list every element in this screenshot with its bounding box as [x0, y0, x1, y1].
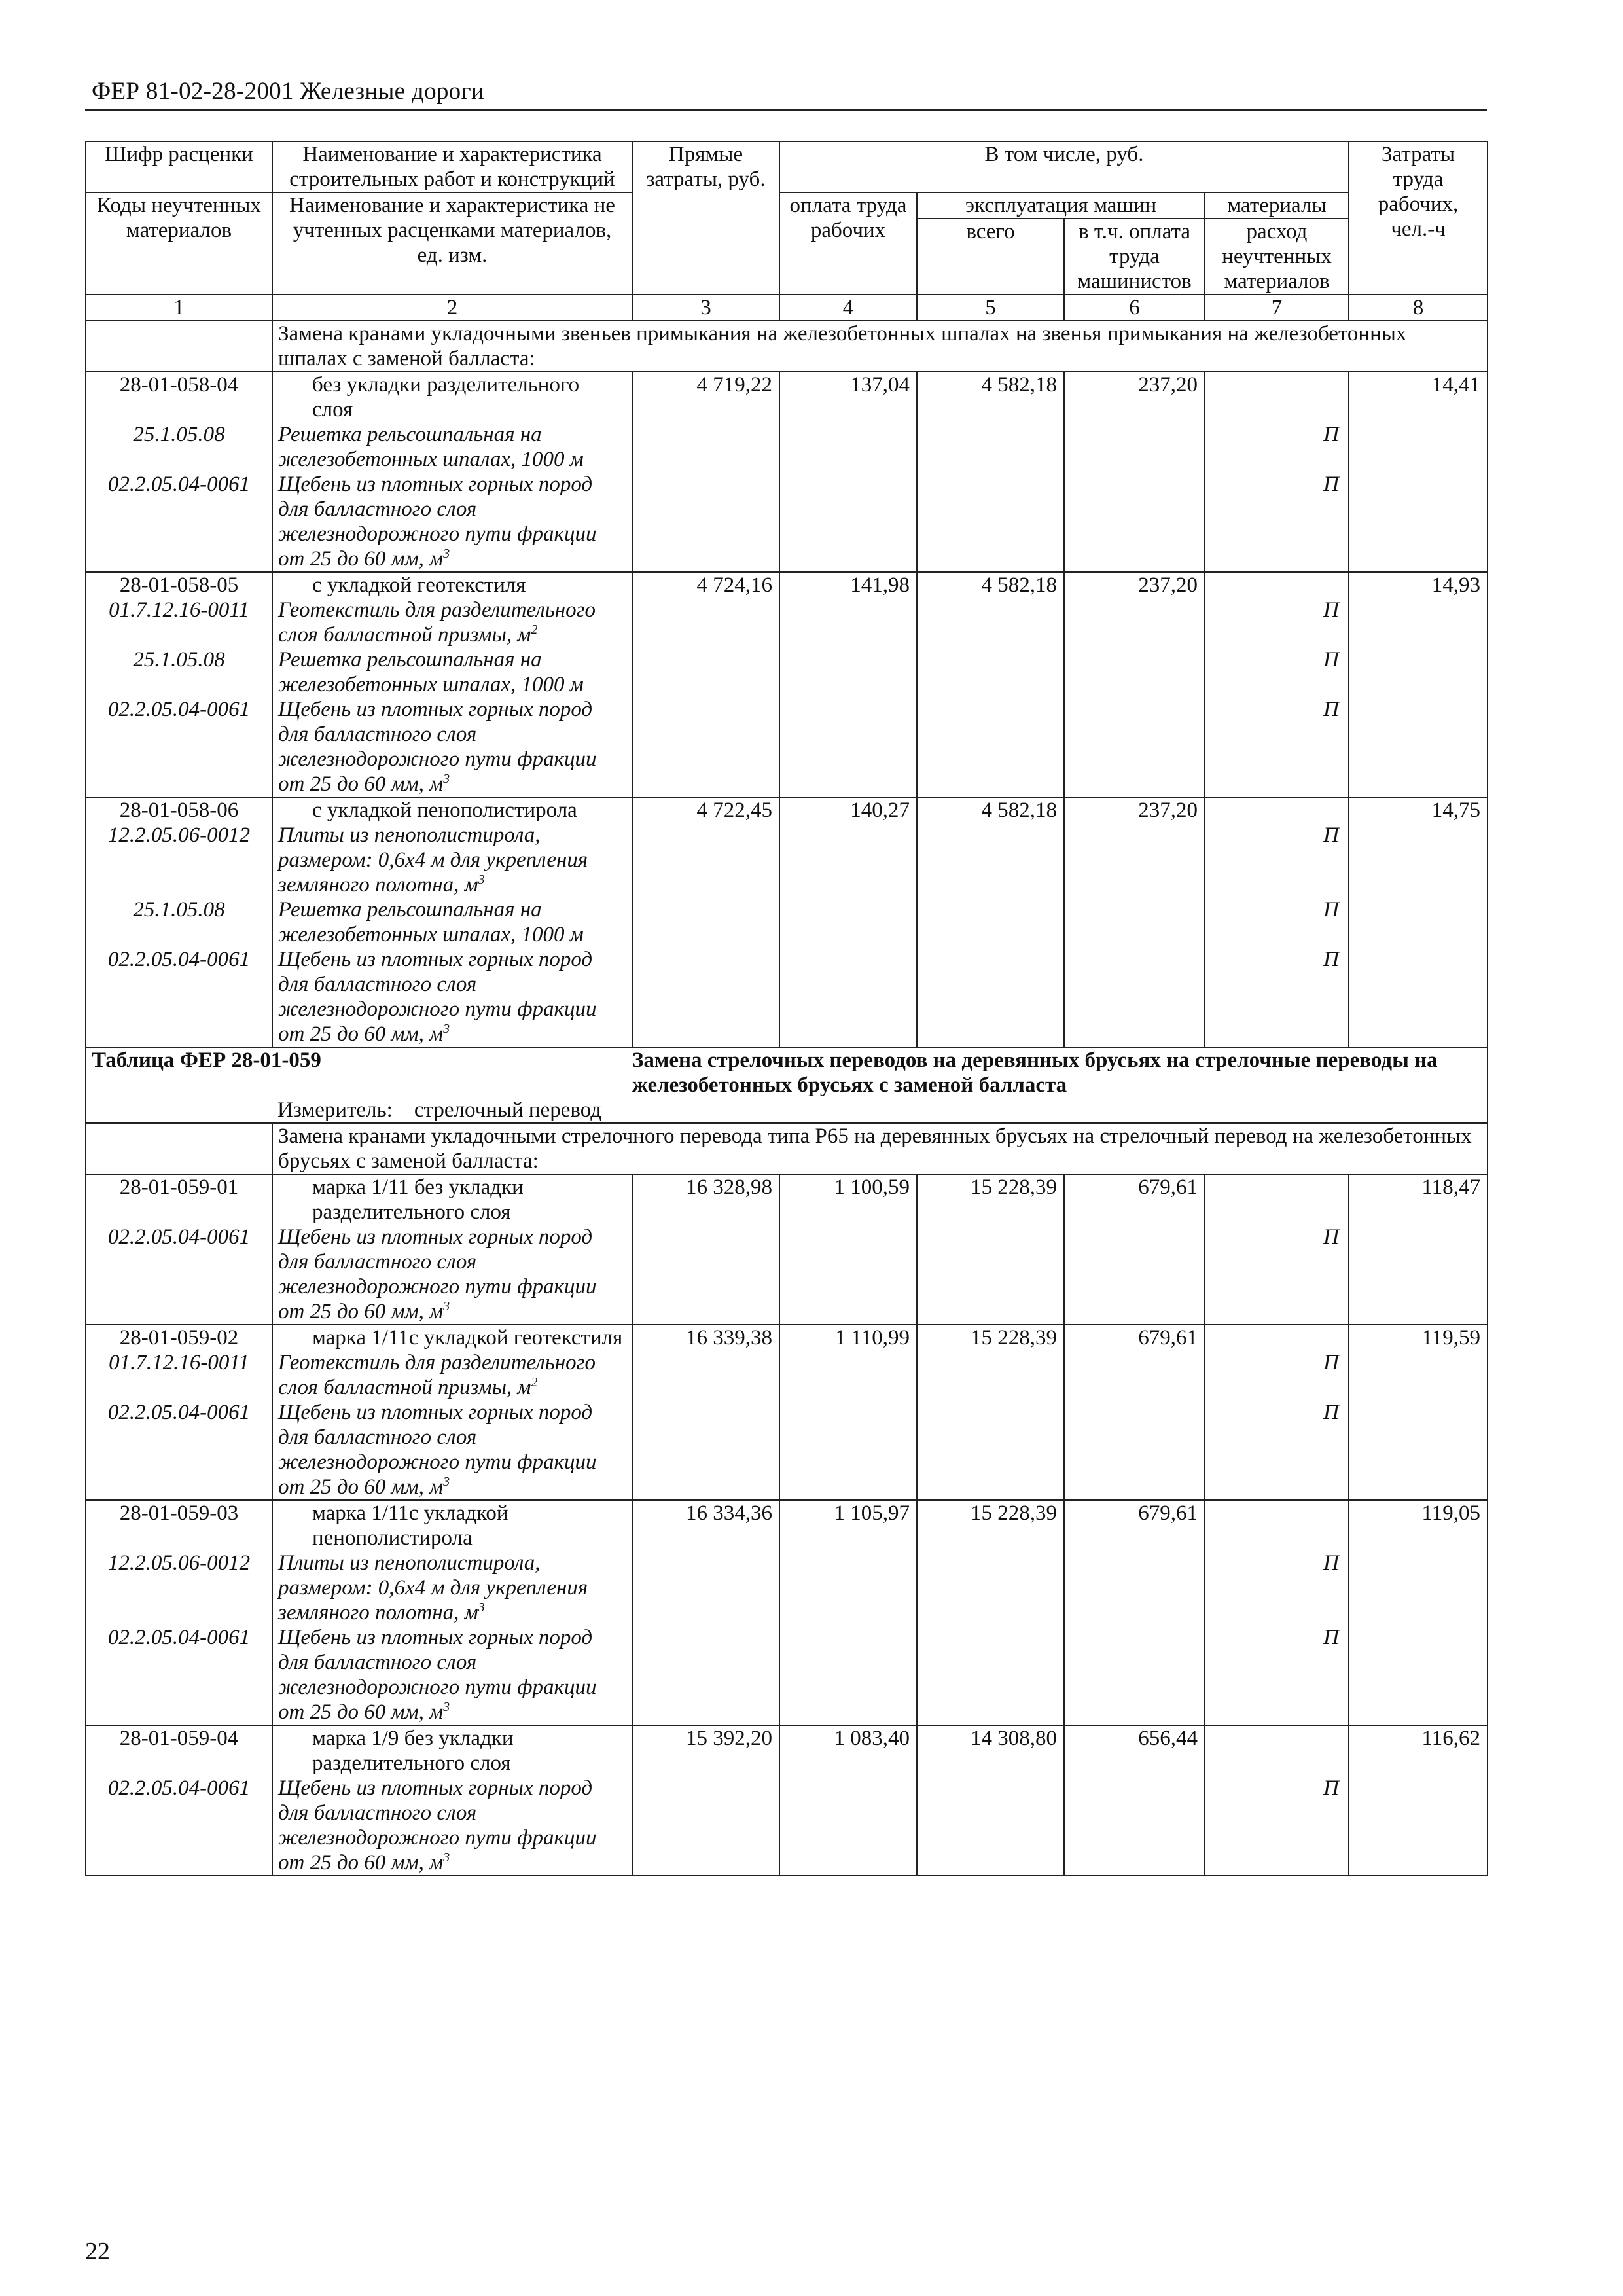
machinist-labor-cost: 679,61 — [1064, 1500, 1205, 1551]
material-flag: П — [1205, 1225, 1349, 1325]
empty-cell — [779, 897, 917, 947]
direct-cost: 16 328,98 — [632, 1174, 779, 1225]
material-row — [86, 897, 1488, 947]
empty-cell — [1064, 1400, 1205, 1500]
material-flag: П — [1205, 697, 1349, 797]
material-row — [86, 1225, 1488, 1325]
hdr-mach-labor: в т.ч. оплата труда машинистов — [1064, 219, 1205, 295]
empty-cell — [779, 1625, 917, 1725]
hdr-col2-bottom: Наименование и характеристика не учтенных расценками материалов, ед. изм. — [272, 192, 632, 295]
material-name: Решетка рельсошпальная на железобетонных шпалах, 1000 м — [272, 422, 632, 472]
empty-cell — [1064, 422, 1205, 472]
header-row-2 — [86, 192, 1488, 219]
empty-cell — [1064, 697, 1205, 797]
rate-name: марка 1/11с укладкой пенополистирола — [272, 1500, 632, 1551]
material-row — [86, 598, 1488, 647]
col-num: 8 — [1349, 295, 1488, 321]
material-code: 02.2.05.04-0061 — [86, 472, 272, 572]
material-code: 02.2.05.04-0061 — [86, 947, 272, 1047]
labor-cost: 1 110,99 — [779, 1325, 917, 1350]
direct-cost: 4 719,22 — [632, 372, 779, 422]
labor-hours: 119,05 — [1349, 1500, 1488, 1551]
rate-row — [86, 372, 1488, 422]
machine-cost: 4 582,18 — [917, 797, 1064, 823]
empty-cell — [1349, 823, 1488, 897]
empty-cell — [917, 1776, 1064, 1876]
rate-row — [86, 1725, 1488, 1776]
direct-cost: 15 392,20 — [632, 1725, 779, 1776]
rate-row — [86, 1174, 1488, 1225]
material-flag: П — [1205, 647, 1349, 697]
machinist-labor-cost: 237,20 — [1064, 372, 1205, 422]
rate-code: 28-01-058-05 — [86, 572, 272, 598]
empty-cell — [1349, 598, 1488, 647]
empty-cell — [632, 472, 779, 572]
rate-name: с укладкой геотекстиля — [272, 572, 632, 598]
unit-superscript: 3 — [478, 872, 485, 887]
material-row — [86, 647, 1488, 697]
empty-cell — [917, 697, 1064, 797]
empty-cell — [917, 1625, 1064, 1725]
material-name: Геотекстиль для разделительного слоя балластной призмы, $м^2$ — [272, 1350, 632, 1400]
empty-cell — [779, 823, 917, 897]
running-head: ФЕР 81-02-28-2001 Железные дороги — [92, 78, 485, 105]
material-row — [86, 1551, 1488, 1625]
labor-cost: 137,04 — [779, 372, 917, 422]
empty-cell — [632, 897, 779, 947]
material-name: Щебень из плотных горных пород для балластного слоя железнодорожного пути фракции от 25 до 60 мм, $м^3$ — [272, 1776, 632, 1876]
empty-cell — [1349, 647, 1488, 697]
empty-cell — [917, 947, 1064, 1047]
empty-cell — [779, 422, 917, 472]
hdr-labor: оплата труда рабочих — [779, 192, 917, 295]
header-row-1 — [86, 141, 1488, 192]
material-row — [86, 1400, 1488, 1500]
col-num: 4 — [779, 295, 917, 321]
material-flag: П — [1205, 1551, 1349, 1625]
price-table-body — [86, 141, 1488, 1876]
unit-superscript: 3 — [443, 1299, 450, 1314]
material-usage — [1205, 372, 1349, 422]
empty-cell — [632, 697, 779, 797]
material-flag: П — [1205, 1776, 1349, 1876]
material-code: 12.2.05.06-0012 — [86, 823, 272, 897]
empty-cell — [632, 1350, 779, 1400]
hdr-machines: эксплуатация машин — [917, 192, 1205, 219]
meter-value: стрелочный перевод — [414, 1098, 602, 1122]
group-text: Замена кранами укладочными звеньев примыкания на железобетонных шпалах на звенья примыкания на железобетонных шпалах с заменой балласта: — [272, 321, 1488, 372]
machine-cost: 15 228,39 — [917, 1325, 1064, 1350]
machinist-labor-cost: 237,20 — [1064, 797, 1205, 823]
empty-cell — [917, 1225, 1064, 1325]
meter — [272, 1098, 1488, 1123]
material-code: 01.7.12.16-0011 — [86, 598, 272, 647]
unit-superscript: 3 — [443, 772, 450, 786]
unit-superscript: 2 — [531, 622, 538, 637]
labor-hours: 116,62 — [1349, 1725, 1488, 1776]
empty-cell — [632, 598, 779, 647]
empty-cell — [1349, 472, 1488, 572]
direct-cost: 4 724,16 — [632, 572, 779, 598]
empty-cell — [779, 472, 917, 572]
empty-cell — [632, 422, 779, 472]
labor-hours: 14,41 — [1349, 372, 1488, 422]
machinist-labor-cost: 679,61 — [1064, 1174, 1205, 1225]
rate-code: 28-01-059-01 — [86, 1174, 272, 1225]
material-code: 02.2.05.04-0061 — [86, 1225, 272, 1325]
empty-cell — [632, 1625, 779, 1725]
material-flag: П — [1205, 823, 1349, 897]
material-code: 01.7.12.16-0011 — [86, 1350, 272, 1400]
hdr-col1-top: Шифр расценки — [86, 141, 272, 192]
hdr-hours: Затраты труда рабочих, чел.-ч — [1349, 141, 1488, 295]
empty-cell — [917, 1400, 1064, 1500]
hdr-col1-bottom: Коды неучтенных материалов — [86, 192, 272, 295]
material-row — [86, 823, 1488, 897]
col-num: 2 — [272, 295, 632, 321]
empty-cell — [1349, 1625, 1488, 1725]
material-code: 25.1.05.08 — [86, 422, 272, 472]
header-rule — [85, 109, 1487, 111]
rate-row — [86, 572, 1488, 598]
unit-superscript: 3 — [478, 1600, 485, 1615]
col-num: 7 — [1205, 295, 1349, 321]
material-name: Плиты из пенополистирола, размером: 0,6х4 м для укрепления земляного полотна, $м^3$ — [272, 1551, 632, 1625]
material-name: Щебень из плотных горных пород для балластного слоя железнодорожного пути фракции от 25 до 60 мм, $м^3$ — [272, 472, 632, 572]
material-flag: П — [1205, 422, 1349, 472]
material-name: Щебень из плотных горных пород для балластного слоя железнодорожного пути фракции от 25 до 60 мм, $м^3$ — [272, 1400, 632, 1500]
empty-cell — [86, 1098, 272, 1123]
machine-cost: 15 228,39 — [917, 1174, 1064, 1225]
empty-cell — [779, 1400, 917, 1500]
empty-cell — [917, 823, 1064, 897]
material-row — [86, 697, 1488, 797]
empty-cell — [1064, 947, 1205, 1047]
empty-cell — [632, 1225, 779, 1325]
empty-cell — [779, 697, 917, 797]
empty-cell — [779, 1551, 917, 1625]
hdr-mat-usage: расход неучтенных материалов — [1205, 219, 1349, 295]
empty-cell — [779, 598, 917, 647]
rate-name: без укладки разделительного слоя — [272, 372, 632, 422]
empty-cell — [632, 1400, 779, 1500]
material-name: Щебень из плотных горных пород для балластного слоя железнодорожного пути фракции от 25 до 60 мм, $м^3$ — [272, 1225, 632, 1325]
group-code-cell — [86, 1123, 272, 1174]
group-row-059 — [86, 1123, 1488, 1174]
empty-cell — [1349, 1776, 1488, 1876]
unit-superscript: 2 — [531, 1375, 538, 1390]
hdr-materials: материалы — [1205, 192, 1349, 219]
material-flag: П — [1205, 897, 1349, 947]
col-num: 3 — [632, 295, 779, 321]
machine-cost: 14 308,80 — [917, 1725, 1064, 1776]
material-code: 02.2.05.04-0061 — [86, 697, 272, 797]
material-usage — [1205, 572, 1349, 598]
material-code: 02.2.05.04-0061 — [86, 1776, 272, 1876]
empty-cell — [1064, 647, 1205, 697]
machinist-labor-cost: 679,61 — [1064, 1325, 1205, 1350]
meter-label: Измеритель: — [277, 1098, 393, 1122]
material-name: Щебень из плотных горных пород для балластного слоя железнодорожного пути фракции от 25 до 60 мм, $м^3$ — [272, 697, 632, 797]
empty-cell — [632, 823, 779, 897]
labor-cost: 1 105,97 — [779, 1500, 917, 1551]
rate-name: с укладкой пенополистирола — [272, 797, 632, 823]
labor-cost: 140,27 — [779, 797, 917, 823]
empty-cell — [1064, 1625, 1205, 1725]
rate-code: 28-01-059-02 — [86, 1325, 272, 1350]
empty-cell — [632, 1551, 779, 1625]
hdr-direct: Прямые затраты, руб. — [632, 141, 779, 295]
material-row — [86, 422, 1488, 472]
group-text: Замена кранами укладочными стрелочного перевода типа Р65 на деревянных брусьях на стрелочный перевод на железобетонных брусьях с заменой балласта: — [272, 1123, 1488, 1174]
rate-row — [86, 797, 1488, 823]
material-usage — [1205, 1500, 1349, 1551]
hdr-mach-total: всего — [917, 219, 1064, 295]
machinist-labor-cost: 237,20 — [1064, 572, 1205, 598]
table-label: Таблица ФЕР 28-01-059 — [86, 1047, 632, 1098]
col-num: 6 — [1064, 295, 1205, 321]
unit-superscript: 3 — [443, 1700, 450, 1714]
group-row-058 — [86, 321, 1488, 372]
empty-cell — [1064, 823, 1205, 897]
machinist-labor-cost: 656,44 — [1064, 1725, 1205, 1776]
material-usage — [1205, 1325, 1349, 1350]
machine-cost: 4 582,18 — [917, 572, 1064, 598]
rate-code: 28-01-059-03 — [86, 1500, 272, 1551]
empty-cell — [1064, 598, 1205, 647]
labor-hours: 14,75 — [1349, 797, 1488, 823]
direct-cost: 4 722,45 — [632, 797, 779, 823]
material-row — [86, 472, 1488, 572]
material-code: 12.2.05.06-0012 — [86, 1551, 272, 1625]
direct-cost: 16 339,38 — [632, 1325, 779, 1350]
empty-cell — [917, 1350, 1064, 1400]
empty-cell — [917, 1551, 1064, 1625]
empty-cell — [779, 647, 917, 697]
empty-cell — [1064, 897, 1205, 947]
empty-cell — [632, 1776, 779, 1876]
empty-cell — [779, 1776, 917, 1876]
unit-superscript: 3 — [443, 1022, 450, 1036]
empty-cell — [1349, 1225, 1488, 1325]
material-name: Щебень из плотных горных пород для балластного слоя железнодорожного пути фракции от 25 до 60 мм, $м^3$ — [272, 1625, 632, 1725]
empty-cell — [632, 947, 779, 1047]
empty-cell — [1064, 1551, 1205, 1625]
unit-superscript: 3 — [443, 1850, 450, 1865]
empty-cell — [917, 897, 1064, 947]
group-code-cell — [86, 321, 272, 372]
material-usage — [1205, 1174, 1349, 1225]
unit-superscript: 3 — [443, 1475, 450, 1489]
material-row — [86, 1625, 1488, 1725]
empty-cell — [1064, 1350, 1205, 1400]
direct-cost: 16 334,36 — [632, 1500, 779, 1551]
material-code: 02.2.05.04-0061 — [86, 1400, 272, 1500]
material-code: 25.1.05.08 — [86, 897, 272, 947]
empty-cell — [779, 1350, 917, 1400]
empty-cell — [917, 647, 1064, 697]
labor-hours: 14,93 — [1349, 572, 1488, 598]
empty-cell — [917, 422, 1064, 472]
material-name: Щебень из плотных горных пород для балластного слоя железнодорожного пути фракции от 25 до 60 мм, $м^3$ — [272, 947, 632, 1047]
empty-cell — [917, 472, 1064, 572]
empty-cell — [1349, 947, 1488, 1047]
empty-cell — [632, 647, 779, 697]
rate-code: 28-01-059-04 — [86, 1725, 272, 1776]
empty-cell — [1064, 472, 1205, 572]
material-flag: П — [1205, 472, 1349, 572]
rate-name: марка 1/11с укладкой геотекстиля — [272, 1325, 632, 1350]
material-flag: П — [1205, 1400, 1349, 1500]
material-flag: П — [1205, 598, 1349, 647]
labor-cost: 141,98 — [779, 572, 917, 598]
empty-cell — [1349, 697, 1488, 797]
material-name: Плиты из пенополистирола, размером: 0,6х4 м для укрепления земляного полотна, $м^3$ — [272, 823, 632, 897]
empty-cell — [1349, 422, 1488, 472]
material-name: Геотекстиль для разделительного слоя балластной призмы, $м^2$ — [272, 598, 632, 647]
material-code: 25.1.05.08 — [86, 647, 272, 697]
col-num: 1 — [86, 295, 272, 321]
rate-name: марка 1/9 без укладки разделительного слоя — [272, 1725, 632, 1776]
labor-cost: 1 083,40 — [779, 1725, 917, 1776]
empty-cell — [917, 598, 1064, 647]
column-numbers-row — [86, 295, 1488, 321]
col-num: 5 — [917, 295, 1064, 321]
rate-code: 28-01-058-04 — [86, 372, 272, 422]
empty-cell — [1064, 1776, 1205, 1876]
empty-cell — [1349, 897, 1488, 947]
table-title-row — [86, 1047, 1488, 1098]
price-table — [85, 141, 1488, 1876]
page-number: 22 — [85, 2238, 110, 2265]
table-title: Замена стрелочных переводов на деревянных брусьях на стрелочные переводы на железобетонных брусьях с заменой балласта — [632, 1047, 1488, 1098]
material-flag: П — [1205, 1625, 1349, 1725]
machine-cost: 4 582,18 — [917, 372, 1064, 422]
material-flag: П — [1205, 1350, 1349, 1400]
material-row — [86, 1350, 1488, 1400]
hdr-col2-top: Наименование и характеристика строительных работ и конструкций — [272, 141, 632, 192]
empty-cell — [1064, 1225, 1205, 1325]
empty-cell — [1349, 1350, 1488, 1400]
empty-cell — [1349, 1551, 1488, 1625]
empty-cell — [1349, 1400, 1488, 1500]
material-flag: П — [1205, 947, 1349, 1047]
machine-cost: 15 228,39 — [917, 1500, 1064, 1551]
material-code: 02.2.05.04-0061 — [86, 1625, 272, 1725]
material-name: Решетка рельсошпальная на железобетонных шпалах, 1000 м — [272, 897, 632, 947]
unit-superscript: 3 — [443, 547, 450, 561]
rate-row — [86, 1325, 1488, 1350]
rate-row — [86, 1500, 1488, 1551]
hdr-incl: В том числе, руб. — [779, 141, 1349, 192]
labor-hours: 118,47 — [1349, 1174, 1488, 1225]
rate-code: 28-01-058-06 — [86, 797, 272, 823]
labor-hours: 119,59 — [1349, 1325, 1488, 1350]
labor-cost: 1 100,59 — [779, 1174, 917, 1225]
meter-row — [86, 1098, 1488, 1123]
empty-cell — [779, 947, 917, 1047]
material-row — [86, 947, 1488, 1047]
material-name: Решетка рельсошпальная на железобетонных шпалах, 1000 м — [272, 647, 632, 697]
material-usage — [1205, 797, 1349, 823]
material-usage — [1205, 1725, 1349, 1776]
material-row — [86, 1776, 1488, 1876]
rate-name: марка 1/11 без укладки разделительного слоя — [272, 1174, 632, 1225]
empty-cell — [779, 1225, 917, 1325]
